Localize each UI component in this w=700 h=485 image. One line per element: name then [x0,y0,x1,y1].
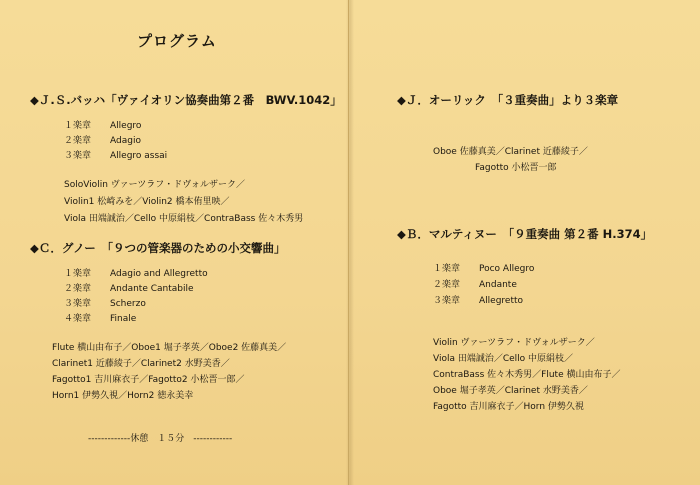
piece1-movement: １楽章 Allegro [64,121,142,131]
piece4-movement: １楽章 Poco Allegro [433,264,535,274]
piece2-movement: １楽章 Adagio and Allegretto [64,269,208,279]
piece2-heading: ◆Ｃ．グノー 「９つの管楽器のための小交響曲」 [30,241,286,255]
intermission-note: -------------休憩 １５分 ------------ [88,434,233,444]
piece2-performers-line: Horn1 伊勢久視／Horn2 徳永美幸 [52,391,194,401]
piece2-movement: ３楽章 Scherzo [64,299,146,309]
piece1-performers-line: Violin1 松崎みを／Violin2 橋本侑里映／ [64,197,230,207]
center-fold [346,0,354,485]
piece4-movement: ２楽章 Andante [433,280,517,290]
piece1-movement: ３楽章 Allegro assai [64,151,168,161]
piece4-performers-line: Fagotto 吉川麻衣子／Horn 伊勢久視 [433,402,584,412]
program-title: プログラム [137,32,217,50]
piece4-movement: ３楽章 Allegretto [433,296,524,306]
piece3-heading: ◆Ｊ．オーリック 「３重奏曲」より３楽章 [397,93,619,107]
piece2-performers-line: Flute 横山由布子／Oboe1 堀子孝英／Oboe2 佐藤真美／ [52,343,287,353]
piece3-performers-line: Oboe 佐藤真美／Clarinet 近藤綾子／ [433,147,588,157]
piece2-performers-line: Fagotto1 吉川麻衣子／Fagotto2 小松晋一郎／ [52,375,245,385]
piece1-performers-line: SoloViolin ヴァーツラフ・ドヴォルザーク／ [64,180,245,190]
right-page [349,0,700,485]
piece4-heading: ◆Ｂ．マルティヌー 「９重奏曲 第２番 H.374」 [397,227,653,241]
piece4-performers-line: Viola 田端誠治／Cello 中原絹枝／ [433,354,574,364]
piece1-movement: ２楽章 Adagio [64,136,141,146]
piece4-performers-line: Violin ヴァーツラフ・ドヴォルザーク／ [433,338,595,348]
piece2-performers-line: Clarinet1 近藤綾子／Clarinet2 水野美香／ [52,359,230,369]
piece1-heading: ◆Ｊ.Ｓ.バッハ「ヴァイオリン協奏曲第２番 BWV.1042」 [30,93,342,107]
piece3-performers-line: Fagotto 小松晋一郎 [475,163,557,173]
left-page [0,0,349,485]
piece1-performers-line: Viola 田端誠治／Cello 中原絹枝／ContraBass 佐々木秀男 [64,214,304,224]
piece4-performers-line: Oboe 堀子孝英／Clarinet 水野美香／ [433,386,588,396]
piece2-movement: ４楽章 Finale [64,314,137,324]
piece2-movement: ２楽章 Andante Cantabile [64,284,194,294]
piece4-performers-line: ContraBass 佐々木秀男／Flute 横山由布子／ [433,370,621,380]
